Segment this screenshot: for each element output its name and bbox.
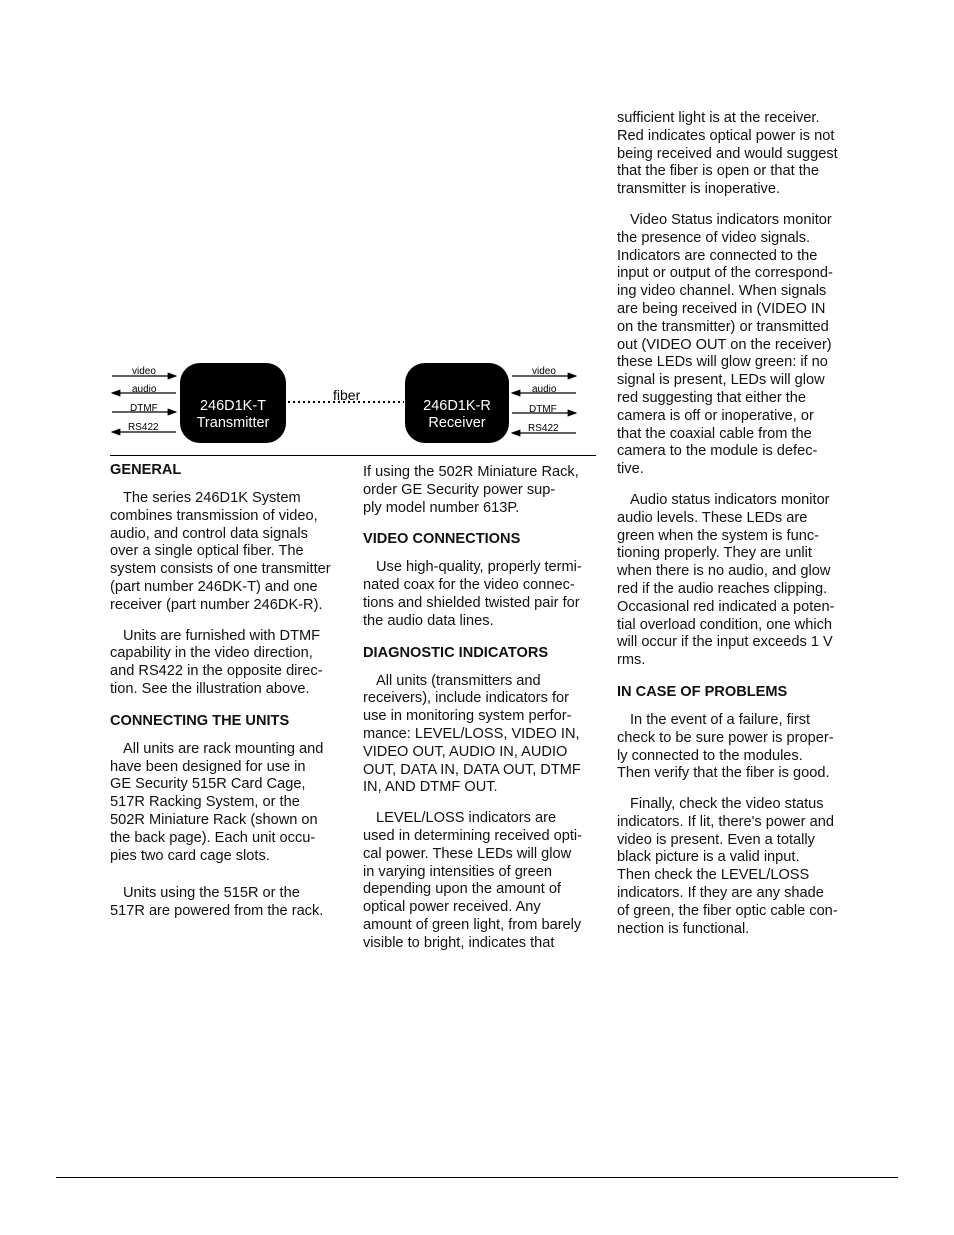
- diagram-divider: [110, 455, 596, 456]
- right-signal-label: DTMF: [529, 404, 557, 415]
- receiver-label: Receiver: [428, 415, 486, 431]
- right-signal-label: RS422: [528, 423, 559, 434]
- video-connections-paragraph: Use high-quality, properly termi- nated coax for the video connec- tions and shielded twisted pair for the audio data lines.: [363, 559, 582, 629]
- fiber-label: fiber: [333, 387, 361, 403]
- section-heading-in-case-of-problems: IN CASE OF PROBLEMS: [617, 683, 788, 700]
- left-signal-label: RS422: [128, 422, 159, 433]
- column-left: [110, 461, 350, 934]
- receiver-model: 246D1K-R: [423, 398, 491, 414]
- left-signal-label: DTMF: [130, 403, 158, 414]
- section-heading-general: GENERAL: [110, 462, 182, 478]
- audio-status-paragraph: Audio status indicators monitor audio levels. These LEDs are green when the system is func- tioning properly. They are unlit when there is no audio, and glow red if the audio reaches clipping. Occasional red indicated a poten- tial overload condition, one which will occur if the input exceeds 1 V rms.: [617, 491, 835, 669]
- section-heading-video-connections: VIDEO CONNECTIONS: [363, 531, 521, 548]
- problems-paragraph: In the event of a failure, first check to be sure power is proper- ly connected to the modules. Then verify that the fiber is good.: [617, 711, 834, 782]
- receiver-signal-lines: [512, 366, 576, 434]
- section-heading-connecting-units: CONNECTING THE UNITS: [110, 712, 290, 729]
- column-right: [617, 110, 857, 951]
- system-block-diagram: [108, 355, 593, 455]
- level-loss-continued-paragraph: sufficient light is at the receiver. Red indicates optical power is not being received and would suggest that the fiber is open or that the transmitter is inoperative.: [617, 110, 838, 198]
- general-paragraph: Units are furnished with DTMF capability in the video direction, and RS422 in the opposite direc- tion. See the illustration above.: [110, 627, 323, 697]
- general-paragraph: The series 246D1K System combines transmission of video, audio, and control data signals over a single optical fiber. The system consists of one transmitter (part number 246DK-T) and one receiver (part number 246DK-R).: [110, 490, 331, 613]
- column-middle: [363, 464, 603, 966]
- connecting-paragraph: All units are rack mounting and have been designed for use in GE Security 515R Card Cage, 517R Racking System, or the 502R Miniature Rack (shown on the back page). Each unit occu- pies two card cage slots.: [110, 740, 324, 864]
- connecting-paragraph: Units using the 515R or the 517R are powered from the rack.: [110, 885, 324, 920]
- diagnostic-paragraph: All units (transmitters and receivers), include indicators for use in monitoring system perfor- mance: LEVEL/LOSS, VIDEO IN, VIDEO OUT, AUDIO IN, AUDIO OUT, DATA IN, DATA OUT, DTMF IN, AND DTMF OUT.: [363, 672, 581, 796]
- section-heading-diagnostic-indicators: DIAGNOSTIC INDICATORS: [363, 644, 549, 661]
- problems-paragraph: Finally, check the video status indicators. If lit, there's power and video is present. Even a totally black picture is a valid input. Then check the LEVEL/LOSS indicators. If they are any shade of green, the fiber optic cable con- nection is functional.: [617, 796, 838, 937]
- transmitter-label: Transmitter: [196, 415, 270, 431]
- transmitter-model: 246D1K-T: [199, 398, 267, 414]
- video-status-paragraph: Video Status indicators monitor the presence of video signals. Indicators are connected to the input or output of the correspond- ing video channel. When signals are being received in (VIDEO IN on the transmitter) or transmitted out (VIDEO OUT on the receiver) these LEDs will glow green: if no signal is present, LEDs will glow red suggesting that either the camera is off or inoperative, or that the coaxial cable from the camera to the module is defec- tive.: [617, 211, 833, 478]
- right-signal-label: audio: [532, 384, 557, 395]
- footer-rule: [56, 1177, 898, 1178]
- left-signal-label: video: [132, 366, 156, 377]
- left-signal-label: audio: [132, 384, 157, 395]
- rack-power-paragraph: If using the 502R Miniature Rack, order GE Security power sup- ply model number 613P.: [363, 464, 579, 516]
- right-signal-label: video: [532, 366, 556, 377]
- transmitter-signal-lines: [112, 366, 176, 433]
- level-loss-paragraph: LEVEL/LOSS indicators are used in determining received opti- cal power. These LEDs will glow in varying intensities of green depending upon the amount of optical power received. Any amount of green light, from barely visible to bright, indicates that: [363, 810, 583, 951]
